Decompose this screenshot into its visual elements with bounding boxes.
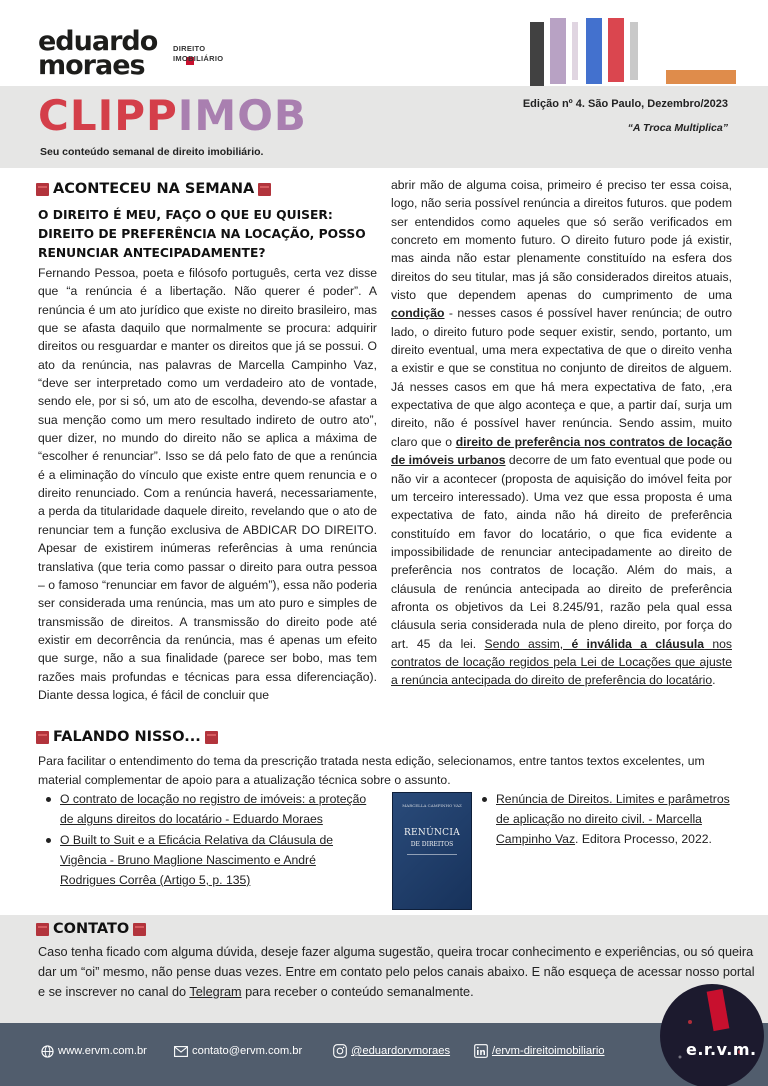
footer-website[interactable]: www.ervm.com.br: [40, 1044, 147, 1058]
reference-link[interactable]: O Built to Suit e a Eficácia Relativa da Cláusula de Vigência - Bruno Maglione Nascimento e André Rodrigues Corrêa (Artigo 5, p. 135): [60, 833, 334, 887]
instagram-icon: [333, 1044, 347, 1058]
article-column-right: abrir mão de alguma coisa, primeiro é preciso ter essa coisa, logo, não seria possível renúncia a direitos futuros. que podem ser entendidos como aqueles que só serão verificados em concreto em momento futuro. O direito futuro pode já existir, mas ainda não estar plenamente constituído na esfera dos direitos do seu titular, mas já são considerados direitos atuais, visto que dependem apenas do cumprimento de uma condição - nesses casos é possível haver renúncia; de outro lado, o direito futuro pode sequer existir, sendo, portanto, um direito eventual, uma mera expectativa de que o direito venha a existir e que se constitua no conjunto de direitos de alguem. Já nesses casos em que há mera expectativa de fato, ,era expectativa de que algo aconteça e que, a partir daí, surja um direito, não é possível haver renúncia. Sendo assim, muito claro que o direito de preferência nos contratos de locação de imóveis urbanos decorre de um fato eventual que pode ou não vir a acontecer (proposta de aquisição do imóvel feita por um terceiro interessado). Uma vez que essa proposta é uma expectativa de fato, ainda não há direito de preferência constituído em favor do locatário, o que fica evidente a impossibilidade de renunciar antecipadamente ao direito de preferência nos contratos de locação. Além do mais, a cláusula de renúncia antecipada ao direito de preferência afronta os objetivos da Lei 8.245/91, razão pela qual essa cláusula seria considerada nula de pleno direito, por força do art. 45 da lei. Sendo assim, é inválida a cláusula nos contratos de locação regidos pela Lei de Locações que ajuste a renúncia antecipada do direito de preferência do locatário.: [391, 178, 732, 688]
edition-info: Edição nº 4. São Paulo, Dezembro/2023: [522, 98, 728, 110]
footer-email[interactable]: contato@ervm.com.br: [174, 1044, 302, 1058]
square-icon: [36, 923, 49, 936]
list-item: Renúncia de Direitos. Limites e parâmetros de aplicação no direito civil. - Marcella Campinho Vaz. Editora Processo, 2022.: [480, 789, 742, 849]
logo-subtitle: DIREITO IMOBILIÁRIO: [173, 44, 224, 63]
square-icon: [205, 731, 218, 744]
logo: [38, 26, 178, 81]
contact-text: Caso tenha ficado com alguma dúvida, deseje fazer alguma sugestão, queira trocar conhecimento e experiências, ou só queira dar um “oi” mesmo, não pense duas vezes. Entre em contato pelo pelos canais abaixo. E não esqueça de acessar nosso portal e se inscrever no canal do Telegram para receber o conteúdo semanalmente.: [38, 945, 755, 999]
square-icon: [36, 183, 49, 196]
brand-name: e.r.v.m.: [686, 1040, 757, 1059]
reference-list-left: [44, 789, 374, 891]
section-heading-contato: CONTATO: [36, 921, 146, 937]
logo-line-2: moraes: [38, 50, 145, 81]
mail-icon: [174, 1044, 188, 1058]
square-icon: [258, 183, 271, 196]
square-icon: [133, 923, 146, 936]
list-item: [44, 830, 374, 890]
reference-link[interactable]: Renúncia de Direitos. Limites e parâmetros de aplicação no direito civil. - Marcella Campinho Vaz: [496, 792, 730, 846]
tagline: Seu conteúdo semanal de direito imobiliário.: [40, 146, 264, 158]
newsletter-title: CLIPPIMOB: [38, 91, 307, 140]
telegram-link[interactable]: Telegram: [189, 985, 242, 999]
section-heading-falando: FALANDO NISSO...: [36, 729, 218, 745]
square-icon: [36, 731, 49, 744]
article-title: O DIREITO É MEU, FAÇO O QUE EU QUISER: DIREITO DE PREFERÊNCIA NA LOCAÇÃO, POSSO RENUNCIAR ANTECIPADAMENTE?: [38, 208, 366, 260]
globe-icon: [40, 1044, 54, 1058]
brand-logo-graphic: [650, 972, 768, 1086]
footer-linkedin[interactable]: /ervm-direitoimobiliario: [474, 1044, 605, 1058]
article-column-left: Fernando Pessoa, poeta e filósofo português, certa vez disse que “a renúncia é a libertação. Não querer é poder”. A renúncia é um ato jurídico que existe no direito brasileiro, mas que se afasta daquilo que normalmente se procura: adquirir direitos ou resguardar e manter os direitos que já se possui. O ato da renúncia, nas palavras de Marcella Campinho Vaz, “deve ser interpretado como um verdadeiro ato de vontade, sendo ele, por si só, um ato de escolha, devendo-se afastar a sua menção como um mero resultado indireto de outro ato”, quer dizer, no mundo do direito não se aplica a máxima de “escolher é renunciar”. Isso se dá pelo fato de que a renúncia é a eliminação do vínculo que existe entre quem renuncia e o direito renunciado. Com a renúncia haverá, necessariamente, a perda da titularidade daquele direito, revelando que o ato de renunciar tem a função exclusiva de ABDICAR DO DIREITO. Apesar de existirem inúmeras referências à uma renúncia translativa (que teria como passar o direito para outra pessoa – o famoso “renunciar em favor de alguém”), essa não poderia ser considerada uma renúncia, mas um ato puro e simples de transmissão de direitos. A transmissão do direito pode até existir em decorrência da renúncia, mas é apenas um efeito que surge, não a sua finalidade (parece ser bobo, mas tem razões mais profundas e técnicas para essa diferenciação). Diante dessa logica, é fácil de concluir que: [38, 266, 377, 702]
linkedin-icon: [474, 1044, 488, 1058]
edition-subtitle: “A Troca Multiplica”: [627, 122, 728, 134]
footer-instagram[interactable]: @eduardorvmoraes: [333, 1044, 450, 1058]
reference-list-right: [480, 789, 742, 850]
decorative-brush-strokes: [528, 16, 738, 88]
preferencia-link[interactable]: direito de preferência nos contratos de locação de imóveis urbanos: [391, 434, 732, 468]
condicao-link[interactable]: condição: [391, 306, 445, 321]
logo-line-1: eduardo: [38, 26, 158, 57]
book-cover-image: MARCELLA CAMPINHO VAZ RENÚNCIA DE DIREITOS: [392, 792, 472, 910]
list-item: [44, 789, 374, 829]
reference-link[interactable]: O contrato de locação no registro de imóveis: a proteção de alguns direitos do locatário - Eduardo Moraes: [60, 792, 367, 826]
invalida-clausula-link: é inválida a cláusula: [571, 636, 705, 651]
falando-intro: Para facilitar o entendimento do tema da prescrição tratada nesta edição, selecionamos, entre tantos textos excelentes, um material complementar de apoio para a atualização técnica sobre o assunto.: [38, 754, 705, 787]
section-heading-aconteceu: ACONTECEU NA SEMANA: [36, 181, 271, 197]
